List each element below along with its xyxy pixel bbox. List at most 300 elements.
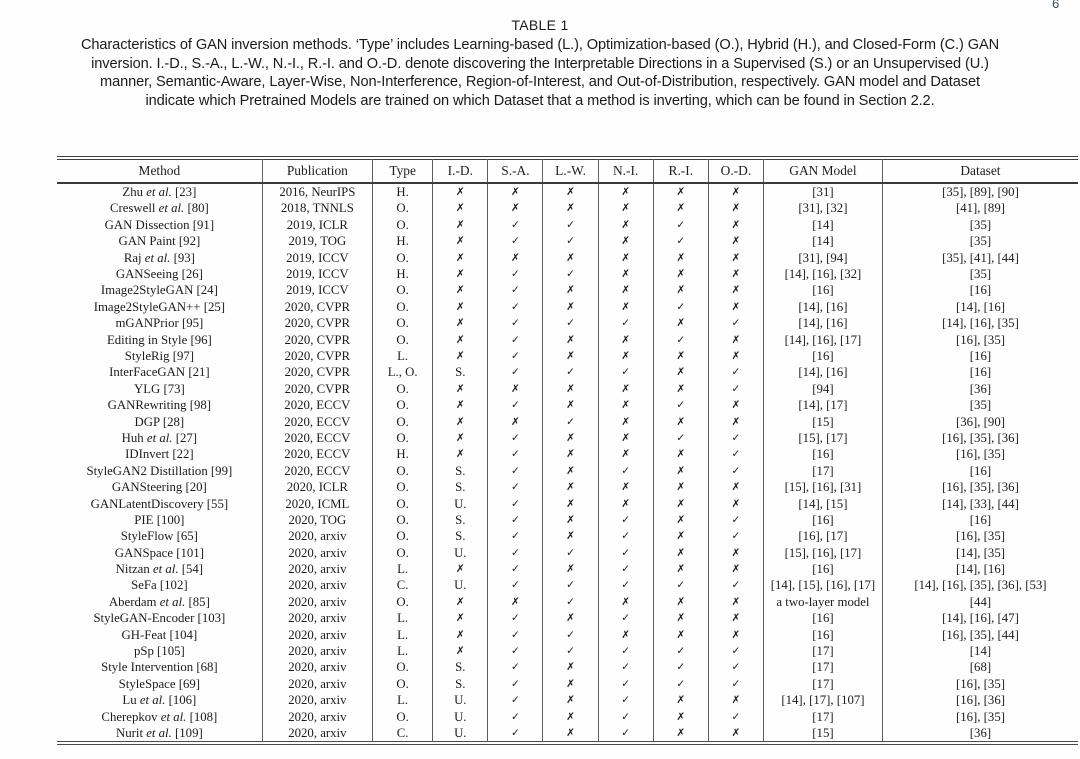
cell-flag-lw: ✗ bbox=[543, 495, 598, 511]
cell-type: O. bbox=[373, 413, 433, 429]
cell-flag-sa: ✓ bbox=[488, 692, 543, 708]
cell-flag-id: ✗ bbox=[433, 413, 488, 429]
cell-flag-ni: ✓ bbox=[598, 561, 653, 577]
table-row bbox=[57, 610, 1078, 626]
cell-dataset: [16] bbox=[882, 364, 1078, 380]
cell-type: O. bbox=[373, 528, 433, 544]
cell-publication: 2020, TOG bbox=[262, 512, 372, 528]
table-row bbox=[57, 446, 1078, 462]
cell-type: L. bbox=[373, 610, 433, 626]
table-row bbox=[57, 479, 1078, 495]
cell-flag-sa: ✗ bbox=[488, 381, 543, 397]
cell-gan-model: [15] bbox=[763, 725, 882, 742]
cell-flag-ni: ✗ bbox=[598, 250, 653, 266]
cell-method: Cherepkov et al. [108] bbox=[101, 709, 218, 724]
cell-gan-model: [14], [16] bbox=[763, 299, 882, 315]
table-row bbox=[57, 397, 1078, 413]
cell-flag-id: ✗ bbox=[433, 446, 488, 462]
cell-method: DGP [28] bbox=[134, 414, 185, 429]
cell-flag-lw: ✓ bbox=[543, 364, 598, 380]
cell-gan-model: [31], [94] bbox=[763, 250, 882, 266]
table-row bbox=[57, 495, 1078, 511]
cell-flag-ri: ✓ bbox=[653, 299, 708, 315]
cell-flag-ni: ✗ bbox=[598, 282, 653, 298]
cell-flag-od: ✗ bbox=[708, 397, 763, 413]
cell-flag-ni: ✗ bbox=[598, 495, 653, 511]
cell-flag-ri: ✓ bbox=[653, 332, 708, 348]
et-al-italic: et al. bbox=[152, 562, 179, 577]
cell-method: StyleGAN2 Distillation [99] bbox=[86, 463, 233, 478]
cell-flag-ri: ✗ bbox=[653, 709, 708, 725]
cell-publication: 2020, arxiv bbox=[262, 577, 372, 593]
column-header-method: Method bbox=[57, 160, 262, 184]
cell-publication: 2020, ECCV bbox=[262, 446, 372, 462]
cell-flag-ri: ✓ bbox=[653, 676, 708, 692]
et-al-italic: et al. bbox=[146, 185, 172, 200]
cell-method: StyleFlow [65] bbox=[120, 529, 198, 544]
cell-flag-ni: ✓ bbox=[598, 692, 653, 708]
cell-flag-sa: ✓ bbox=[488, 397, 543, 413]
cell-method: InterFaceGAN [21] bbox=[109, 365, 210, 380]
cell-flag-sa: ✓ bbox=[488, 561, 543, 577]
cell-method: GANRewriting [98] bbox=[107, 398, 212, 413]
cell-flag-ri: ✗ bbox=[653, 512, 708, 528]
cell-method: YLG [73] bbox=[133, 381, 185, 396]
cell-publication: 2020, CVPR bbox=[262, 348, 372, 364]
table-row bbox=[57, 463, 1078, 479]
cell-type: C. bbox=[373, 577, 433, 593]
table-row bbox=[57, 413, 1078, 429]
et-al-italic: et al. bbox=[144, 250, 171, 265]
cell-method: Huh et al. [27] bbox=[121, 430, 198, 445]
cell-flag-id: U. bbox=[433, 545, 488, 561]
cell-flag-sa: ✓ bbox=[488, 659, 543, 675]
cell-flag-id: ✗ bbox=[433, 250, 488, 266]
cell-publication: 2019, ICCV bbox=[262, 250, 372, 266]
cell-flag-od: ✓ bbox=[708, 463, 763, 479]
cell-flag-id: ✗ bbox=[433, 381, 488, 397]
gan-inversion-table bbox=[57, 159, 1078, 742]
cell-flag-od: ✗ bbox=[708, 233, 763, 249]
cell-gan-model: [15], [17] bbox=[763, 430, 882, 446]
cell-flag-ni: ✗ bbox=[598, 413, 653, 429]
cell-flag-ni: ✗ bbox=[598, 217, 653, 233]
cell-flag-ri: ✓ bbox=[653, 577, 708, 593]
cell-flag-lw: ✗ bbox=[543, 250, 598, 266]
cell-method: pSp [105] bbox=[133, 644, 185, 659]
cell-method: Nitzan et al. [54] bbox=[115, 562, 204, 577]
cell-dataset: [14], [16], [35], [36], [53] bbox=[882, 577, 1078, 593]
cell-gan-model: [15], [16], [17] bbox=[763, 545, 882, 561]
table-row bbox=[57, 627, 1078, 643]
table-row bbox=[57, 348, 1078, 364]
cell-flag-od: ✓ bbox=[708, 315, 763, 331]
cell-type: O. bbox=[373, 332, 433, 348]
cell-flag-ri: ✓ bbox=[653, 233, 708, 249]
table-row bbox=[57, 659, 1078, 675]
cell-flag-sa: ✓ bbox=[488, 463, 543, 479]
cell-publication: 2020, CVPR bbox=[262, 299, 372, 315]
cell-dataset: [16] bbox=[882, 282, 1078, 298]
cell-flag-sa: ✗ bbox=[488, 200, 543, 216]
cell-publication: 2020, arxiv bbox=[262, 627, 372, 643]
cell-dataset: [16], [35], [36] bbox=[882, 479, 1078, 495]
cell-flag-ri: ✗ bbox=[653, 463, 708, 479]
cell-flag-id: U. bbox=[433, 709, 488, 725]
cell-publication: 2019, ICCV bbox=[262, 282, 372, 298]
cell-flag-id: U. bbox=[433, 495, 488, 511]
cell-dataset: [35] bbox=[882, 217, 1078, 233]
cell-flag-ni: ✓ bbox=[598, 709, 653, 725]
cell-publication: 2020, arxiv bbox=[262, 561, 372, 577]
cell-flag-od: ✗ bbox=[708, 495, 763, 511]
cell-flag-ni: ✗ bbox=[598, 348, 653, 364]
cell-flag-id: ✗ bbox=[433, 183, 488, 200]
cell-flag-od: ✓ bbox=[708, 446, 763, 462]
cell-publication: 2020, ECCV bbox=[262, 413, 372, 429]
cell-publication: 2020, CVPR bbox=[262, 315, 372, 331]
cell-gan-model: [17] bbox=[763, 659, 882, 675]
table-row bbox=[57, 430, 1078, 446]
cell-dataset: [14], [33], [44] bbox=[882, 495, 1078, 511]
cell-gan-model: [14], [16], [32] bbox=[763, 266, 882, 282]
cell-flag-ni: ✗ bbox=[598, 183, 653, 200]
cell-flag-lw: ✓ bbox=[543, 594, 598, 610]
cell-dataset: [14], [16] bbox=[882, 299, 1078, 315]
cell-type: C. bbox=[373, 725, 433, 742]
column-header-dataset: Dataset bbox=[882, 160, 1078, 184]
cell-flag-lw: ✓ bbox=[543, 217, 598, 233]
cell-gan-model: [14], [15] bbox=[763, 495, 882, 511]
table-row bbox=[57, 315, 1078, 331]
cell-flag-sa: ✗ bbox=[488, 594, 543, 610]
cell-flag-sa: ✗ bbox=[488, 413, 543, 429]
cell-flag-id: ✗ bbox=[433, 332, 488, 348]
cell-publication: 2018, TNNLS bbox=[262, 200, 372, 216]
caption-line-3: manner, Semantic-Aware, Layer-Wise, Non-Interference, Region-of-Interest, and Out-of-Distribution, respectively. GAN model and Dataset bbox=[100, 74, 980, 91]
table-row bbox=[57, 381, 1078, 397]
cell-gan-model: [16] bbox=[763, 561, 882, 577]
cell-flag-ri: ✗ bbox=[653, 446, 708, 462]
cell-flag-id: S. bbox=[433, 479, 488, 495]
cell-dataset: [41], [89] bbox=[882, 200, 1078, 216]
cell-flag-lw: ✓ bbox=[543, 577, 598, 593]
cell-publication: 2016, NeurIPS bbox=[262, 183, 372, 200]
cell-flag-od: ✗ bbox=[708, 561, 763, 577]
cell-flag-ni: ✓ bbox=[598, 643, 653, 659]
cell-flag-sa: ✓ bbox=[488, 725, 543, 742]
cell-flag-lw: ✗ bbox=[543, 709, 598, 725]
cell-publication: 2020, CVPR bbox=[262, 332, 372, 348]
cell-flag-sa: ✓ bbox=[488, 479, 543, 495]
cell-dataset: [35], [41], [44] bbox=[882, 250, 1078, 266]
table-row bbox=[57, 709, 1078, 725]
cell-dataset: [14], [35] bbox=[882, 545, 1078, 561]
cell-flag-lw: ✓ bbox=[543, 266, 598, 282]
column-header-n-i: N.-I. bbox=[598, 160, 653, 184]
cell-flag-od: ✓ bbox=[708, 430, 763, 446]
cell-publication: 2020, arxiv bbox=[262, 610, 372, 626]
cell-dataset: [14], [16] bbox=[882, 561, 1078, 577]
cell-method: PIE [100] bbox=[134, 512, 185, 527]
cell-flag-sa: ✓ bbox=[488, 299, 543, 315]
table-row bbox=[57, 250, 1078, 266]
et-al-italic: et al. bbox=[139, 693, 166, 708]
cell-publication: 2020, arxiv bbox=[262, 725, 372, 742]
cell-flag-od: ✗ bbox=[708, 282, 763, 298]
cell-flag-od: ✗ bbox=[708, 332, 763, 348]
cell-flag-sa: ✗ bbox=[488, 183, 543, 200]
cell-method: Creswell et al. [80] bbox=[109, 201, 209, 216]
cell-type: O. bbox=[373, 397, 433, 413]
cell-gan-model: [14], [15], [16], [17] bbox=[763, 577, 882, 593]
cell-method: SeFa [102] bbox=[131, 578, 188, 593]
cell-method: Aberdam et al. [85] bbox=[108, 594, 210, 609]
cell-type: H. bbox=[373, 266, 433, 282]
cell-flag-lw: ✓ bbox=[543, 413, 598, 429]
cell-flag-od: ✓ bbox=[708, 381, 763, 397]
cell-dataset: [16], [35] bbox=[882, 332, 1078, 348]
cell-gan-model: [94] bbox=[763, 381, 882, 397]
cell-flag-id: ✗ bbox=[433, 561, 488, 577]
cell-method: GAN Paint [92] bbox=[118, 234, 201, 249]
cell-type: O. bbox=[373, 282, 433, 298]
cell-flag-ni: ✓ bbox=[598, 676, 653, 692]
cell-publication: 2019, ICLR bbox=[262, 217, 372, 233]
cell-dataset: [16], [35] bbox=[882, 676, 1078, 692]
cell-flag-lw: ✗ bbox=[543, 446, 598, 462]
cell-publication: 2019, ICCV bbox=[262, 266, 372, 282]
cell-type: O. bbox=[373, 381, 433, 397]
cell-type: O. bbox=[373, 594, 433, 610]
cell-gan-model: [14] bbox=[763, 217, 882, 233]
cell-flag-sa: ✓ bbox=[488, 577, 543, 593]
cell-type: H. bbox=[373, 183, 433, 200]
cell-type: L. bbox=[373, 627, 433, 643]
cell-type: O. bbox=[373, 430, 433, 446]
cell-dataset: [16], [35] bbox=[882, 528, 1078, 544]
cell-method: GANLatentDiscovery [55] bbox=[90, 496, 229, 511]
cell-flag-ni: ✗ bbox=[598, 430, 653, 446]
cell-flag-id: S. bbox=[433, 463, 488, 479]
cell-publication: 2020, arxiv bbox=[262, 545, 372, 561]
cell-flag-ri: ✗ bbox=[653, 725, 708, 742]
cell-dataset: [16], [35] bbox=[882, 709, 1078, 725]
cell-flag-sa: ✓ bbox=[488, 545, 543, 561]
cell-publication: 2020, arxiv bbox=[262, 643, 372, 659]
table-row bbox=[57, 643, 1078, 659]
et-al-italic: et al. bbox=[146, 430, 173, 445]
cell-flag-sa: ✓ bbox=[488, 643, 543, 659]
cell-flag-sa: ✓ bbox=[488, 627, 543, 643]
cell-dataset: [35] bbox=[882, 233, 1078, 249]
cell-dataset: [16] bbox=[882, 463, 1078, 479]
cell-gan-model: [14], [16] bbox=[763, 364, 882, 380]
cell-flag-id: ✗ bbox=[433, 315, 488, 331]
cell-flag-ni: ✗ bbox=[598, 594, 653, 610]
cell-flag-id: ✗ bbox=[433, 299, 488, 315]
table-row bbox=[57, 512, 1078, 528]
cell-publication: 2020, arxiv bbox=[262, 709, 372, 725]
cell-gan-model: [17] bbox=[763, 643, 882, 659]
cell-flag-sa: ✓ bbox=[488, 446, 543, 462]
cell-type: L. bbox=[373, 348, 433, 364]
cell-flag-sa: ✓ bbox=[488, 315, 543, 331]
table-row bbox=[57, 282, 1078, 298]
cell-type: O. bbox=[373, 200, 433, 216]
cell-method: Editing in Style [96] bbox=[106, 332, 212, 347]
table-caption bbox=[0, 17, 1080, 110]
cell-flag-sa: ✓ bbox=[488, 332, 543, 348]
cell-flag-ri: ✗ bbox=[653, 594, 708, 610]
cell-method: Style Intervention [68] bbox=[101, 660, 218, 675]
cell-method: GAN Dissection [91] bbox=[104, 217, 215, 232]
cell-flag-ri: ✗ bbox=[653, 479, 708, 495]
cell-flag-ri: ✓ bbox=[653, 397, 708, 413]
cell-gan-model: [14] bbox=[763, 233, 882, 249]
cell-flag-id: ✗ bbox=[433, 217, 488, 233]
cell-flag-ri: ✗ bbox=[653, 250, 708, 266]
cell-flag-ni: ✗ bbox=[598, 233, 653, 249]
table-row bbox=[57, 332, 1078, 348]
cell-flag-id: S. bbox=[433, 364, 488, 380]
table-row bbox=[57, 200, 1078, 216]
cell-publication: 2020, ECCV bbox=[262, 397, 372, 413]
cell-dataset: [14] bbox=[882, 643, 1078, 659]
cell-method: GH-Feat [104] bbox=[121, 627, 198, 642]
cell-flag-od: ✓ bbox=[708, 577, 763, 593]
cell-gan-model: [15] bbox=[763, 413, 882, 429]
cell-dataset: [68] bbox=[882, 659, 1078, 675]
cell-dataset: [16] bbox=[882, 512, 1078, 528]
cell-dataset: [35], [89], [90] bbox=[882, 183, 1078, 200]
cell-method: StyleGAN-Encoder [103] bbox=[93, 611, 226, 626]
cell-flag-ni: ✗ bbox=[598, 381, 653, 397]
cell-flag-lw: ✗ bbox=[543, 659, 598, 675]
cell-type: H. bbox=[373, 446, 433, 462]
cell-type: O. bbox=[373, 479, 433, 495]
cell-flag-ni: ✗ bbox=[598, 446, 653, 462]
cell-flag-ri: ✗ bbox=[653, 692, 708, 708]
cell-method: mGANPrior [95] bbox=[115, 316, 204, 331]
cell-publication: 2020, CVPR bbox=[262, 364, 372, 380]
cell-flag-od: ✗ bbox=[708, 217, 763, 233]
cell-flag-ni: ✓ bbox=[598, 545, 653, 561]
cell-flag-id: ✗ bbox=[433, 397, 488, 413]
column-header-l-w: L.-W. bbox=[543, 160, 598, 184]
cell-flag-od: ✗ bbox=[708, 479, 763, 495]
cell-flag-id: ✗ bbox=[433, 282, 488, 298]
cell-publication: 2019, TOG bbox=[262, 233, 372, 249]
cell-publication: 2020, ICML bbox=[262, 495, 372, 511]
cell-flag-lw: ✗ bbox=[543, 200, 598, 216]
cell-gan-model: [14], [17], [107] bbox=[763, 692, 882, 708]
cell-flag-lw: ✓ bbox=[543, 545, 598, 561]
cell-flag-ri: ✗ bbox=[653, 545, 708, 561]
cell-flag-ni: ✗ bbox=[598, 479, 653, 495]
cell-flag-ni: ✗ bbox=[598, 266, 653, 282]
cell-flag-ri: ✗ bbox=[653, 627, 708, 643]
cell-flag-id: ✗ bbox=[433, 627, 488, 643]
table-row bbox=[57, 266, 1078, 282]
cell-type: H. bbox=[373, 233, 433, 249]
caption-line-4: indicate which Pretrained Models are trained on which Dataset that a method is inverting, which can be found in Section 2.2. bbox=[145, 92, 935, 109]
cell-flag-od: ✗ bbox=[708, 627, 763, 643]
cell-flag-id: ✗ bbox=[433, 594, 488, 610]
cell-flag-id: ✗ bbox=[433, 266, 488, 282]
cell-type: O. bbox=[373, 315, 433, 331]
cell-flag-od: ✗ bbox=[708, 250, 763, 266]
cell-dataset: [16], [35], [36] bbox=[882, 430, 1078, 446]
cell-publication: 2020, arxiv bbox=[262, 692, 372, 708]
cell-flag-ri: ✗ bbox=[653, 348, 708, 364]
cell-flag-id: ✗ bbox=[433, 233, 488, 249]
cell-flag-ni: ✗ bbox=[598, 200, 653, 216]
cell-flag-od: ✗ bbox=[708, 299, 763, 315]
cell-method: StyleRig [97] bbox=[124, 349, 195, 363]
cell-publication: 2020, ICLR bbox=[262, 479, 372, 495]
cell-flag-ni: ✗ bbox=[598, 299, 653, 315]
cell-dataset: [14], [16], [47] bbox=[882, 610, 1078, 626]
cell-flag-ri: ✗ bbox=[653, 364, 708, 380]
header-row bbox=[57, 160, 1078, 184]
cell-flag-od: ✓ bbox=[708, 659, 763, 675]
cell-method: GANSteering [20] bbox=[111, 480, 207, 495]
cell-flag-lw: ✗ bbox=[543, 512, 598, 528]
cell-dataset: [16], [36] bbox=[882, 692, 1078, 708]
cell-flag-sa: ✓ bbox=[488, 495, 543, 511]
cell-flag-ri: ✗ bbox=[653, 413, 708, 429]
cell-method: Lu et al. [106] bbox=[122, 693, 197, 708]
cell-flag-id: S. bbox=[433, 528, 488, 544]
cell-gan-model: [16] bbox=[763, 512, 882, 528]
cell-flag-ri: ✗ bbox=[653, 561, 708, 577]
column-header-o-d: O.-D. bbox=[708, 160, 763, 184]
cell-flag-lw: ✗ bbox=[543, 183, 598, 200]
cell-flag-od: ✗ bbox=[708, 545, 763, 561]
cell-dataset: [44] bbox=[882, 594, 1078, 610]
cell-flag-ri: ✗ bbox=[653, 495, 708, 511]
table-header bbox=[57, 160, 1078, 184]
cell-flag-lw: ✗ bbox=[543, 299, 598, 315]
page-number: 6 bbox=[1052, 0, 1060, 11]
cell-flag-sa: ✓ bbox=[488, 217, 543, 233]
cell-gan-model: [31] bbox=[763, 183, 882, 200]
cell-flag-ni: ✗ bbox=[598, 627, 653, 643]
cell-flag-ri: ✗ bbox=[653, 315, 708, 331]
cell-gan-model: [14], [16], [17] bbox=[763, 332, 882, 348]
cell-flag-od: ✗ bbox=[708, 692, 763, 708]
cell-publication: 2020, arxiv bbox=[262, 659, 372, 675]
cell-flag-id: ✗ bbox=[433, 200, 488, 216]
cell-flag-ni: ✓ bbox=[598, 364, 653, 380]
cell-flag-id: ✗ bbox=[433, 643, 488, 659]
cell-flag-ri: ✗ bbox=[653, 381, 708, 397]
cell-flag-od: ✓ bbox=[708, 528, 763, 544]
cell-flag-od: ✗ bbox=[708, 594, 763, 610]
table-row bbox=[57, 364, 1078, 380]
cell-flag-sa: ✓ bbox=[488, 528, 543, 544]
cell-flag-ri: ✗ bbox=[653, 528, 708, 544]
cell-dataset: [36] bbox=[882, 725, 1078, 742]
cell-dataset: [35] bbox=[882, 397, 1078, 413]
table-row bbox=[57, 594, 1078, 610]
cell-flag-id: S. bbox=[433, 512, 488, 528]
cell-dataset: [35] bbox=[882, 266, 1078, 282]
cell-flag-lw: ✗ bbox=[543, 430, 598, 446]
cell-flag-ni: ✓ bbox=[598, 463, 653, 479]
cell-gan-model: [15], [16], [31] bbox=[763, 479, 882, 495]
